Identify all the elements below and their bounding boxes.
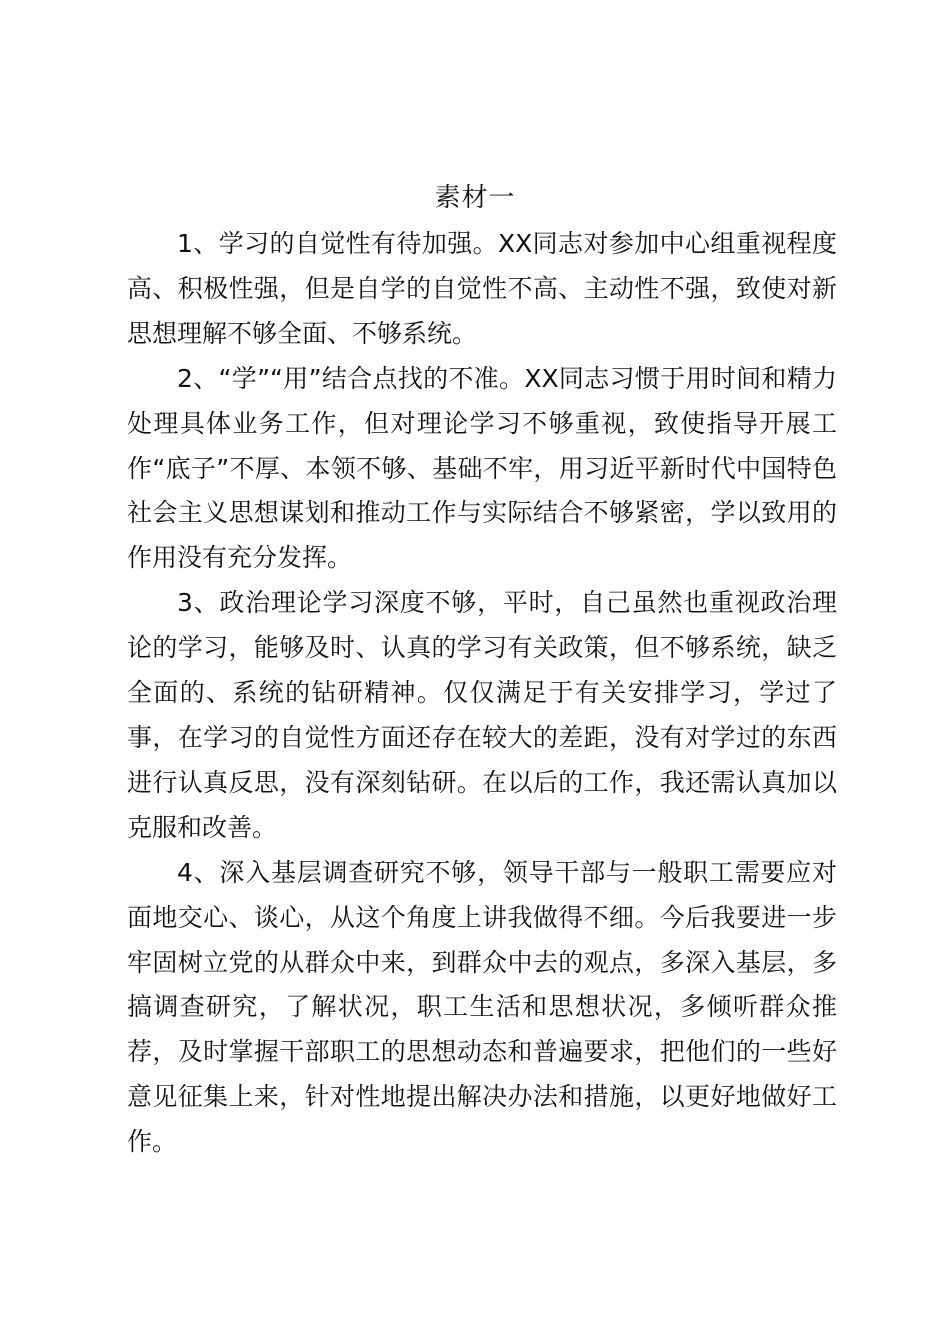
document-title: 素材一 xyxy=(434,183,516,213)
paragraph-3: 3、政治理论学习深度不够，平时，自己虽然也重视政治理论的学习，能够及时、认真的学习有关政策，但不够系统，缺乏全面的、系统的钻研精神。仅仅满足于有关安排学习，学过了事，在学习的自觉性方面还存在较大的差距，没有对学过的东西进行认真反思，没有深刻钻研。在以后的工作，我还需认真加以克服和改善。 xyxy=(127,588,837,842)
paragraph-2: 2、“学”“用”结合点找的不准。XX同志习惯于用时间和精力处理具体业务工作，但对理论学习不够重视，致使指导开展工作“底子”不厚、本领不够、基础不牢，用习近平新时代中国特色社会主义思想谋划和推动工作与实际结合不够紧密，学以致用的作用没有充分发挥。 xyxy=(127,363,837,573)
paragraph-1: 1、学习的自觉性有待加强。XX同志对参加中心组重视程度高、积极性强，但是自学的自觉性不高、主动性不强，致使对新思想理解不够全面、不够系统。 xyxy=(127,229,837,348)
paragraph-4: 4、深入基层调查研究不够，领导干部与一般职工需要应对面地交心、谈心，从这个角度上讲我做得不细。今后我要进一步牢固树立党的从群众中来，到群众中去的观点，多深入基层，多搞调查研究，了解状况，职工生活和思想状况，多倾听群众推荐，及时掌握干部职工的思想动态和普遍要求，把他们的一些好意见征集上来，针对性地提出解决办法和措施，以更好地做好工作。 xyxy=(127,857,837,1157)
document-body xyxy=(127,222,837,1165)
